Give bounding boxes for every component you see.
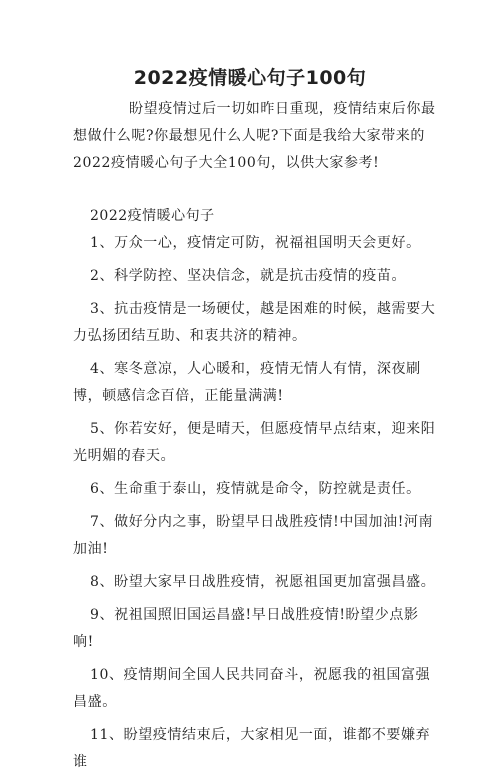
list-item: 7、做好分内之事，盼望早日战胜疫情!中国加油!河南加油!	[73, 514, 434, 557]
intro-paragraph: 盼望疫情过后一切如昨日重现，疫情结束后你最想做什么呢?你最想见什么人呢?下面是我给大家带来的2022疫情暖心句子大全100句，以供大家参考!	[73, 101, 436, 171]
sentence-list	[73, 230, 438, 782]
list-item: 3、抗击疫情是一场硬仗，越是困难的时候，越需要大力弘扬团结互助、和衷共济的精神。	[73, 301, 436, 344]
section-heading: 2022疫情暖心句子	[90, 208, 215, 224]
list-item: 5、你若安好，便是晴天，但愿疫情早点结束，迎来阳光明媚的春天。	[73, 421, 436, 464]
document-title: 2022疫情暖心句子100句	[133, 67, 367, 89]
list-item: 4、寒冬意凉，人心暖和，疫情无情人有情，深夜刷博，顿感信念百倍，正能量满满!	[73, 361, 421, 404]
list-item: 2、科学防控、坚决信念，就是抗击疫情的疫苗。	[90, 268, 407, 284]
list-item: 11、盼望疫情结束后，大家相见一面，谁都不要嫌弃谁	[73, 727, 431, 770]
list-item: 1、万众一心，疫情定可防，祝福祖国明天会更好。	[90, 235, 421, 251]
list-item: 10、疫情期间全国人民共同奋斗，祝愿我的祖国富强昌盛。	[73, 667, 431, 710]
list-item: 6、生命重于泰山，疫情就是命令，防控就是责任。	[90, 481, 421, 497]
list-item: 8、盼望大家早日战胜疫情，祝愿祖国更加富强昌盛。	[90, 574, 436, 590]
list-item: 9、祝祖国照旧国运昌盛!早日战胜疫情!盼望少点影响!	[73, 607, 419, 650]
